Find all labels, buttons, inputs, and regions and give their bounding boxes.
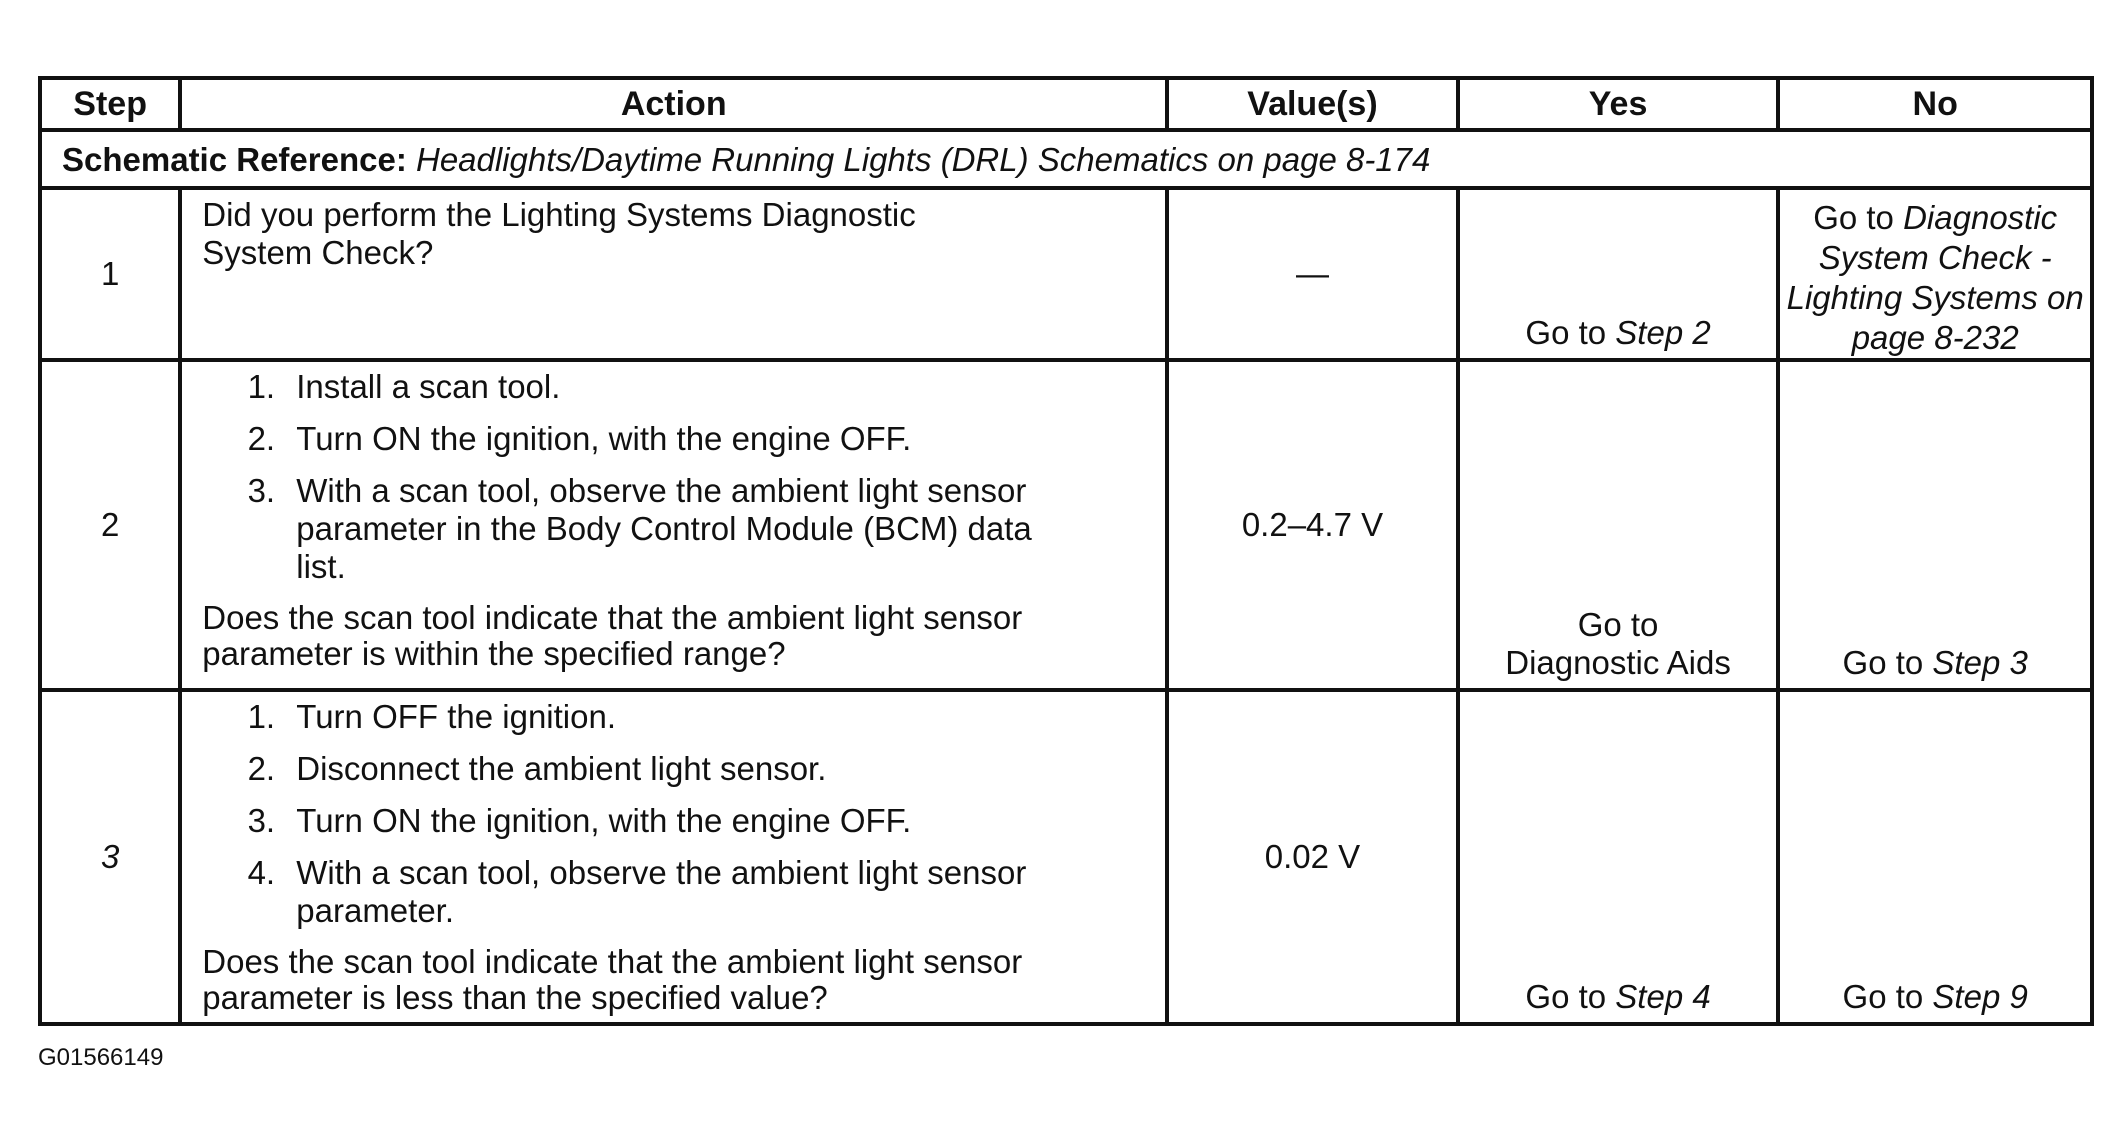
action-item: 3. Turn ON the ignition, with the engine OFF.	[284, 802, 1145, 840]
action-list	[202, 698, 1145, 930]
action-question: Does the scan tool indicate that the ambient light sensor parameter is within the specified range?	[202, 599, 1023, 672]
value-cell: 0.02 V	[1167, 690, 1458, 1024]
action-item: 4. With a scan tool, observe the ambient light sensor parameter.	[284, 854, 1145, 930]
step-row-3	[40, 690, 2092, 1024]
header-values: Value(s)	[1167, 78, 1458, 130]
no-cell	[1778, 188, 2092, 360]
diagnostic-table	[38, 76, 2094, 1026]
yes-link[interactable]: Step 4	[1615, 978, 1711, 1015]
step-number: 2	[40, 360, 180, 690]
action-item: 2. Disconnect the ambient light sensor.	[284, 750, 1145, 788]
no-cell	[1778, 360, 2092, 690]
step-number: 3	[40, 690, 180, 1024]
value-cell: —	[1167, 188, 1458, 360]
yes-cell	[1458, 360, 1779, 690]
no-prefix: Go to	[1842, 644, 1933, 681]
value-cell: 0.2–4.7 V	[1167, 360, 1458, 690]
yes-prefix: Go to	[1525, 978, 1616, 1015]
yes-cell	[1458, 188, 1779, 360]
action-text: Did you perform the Lighting Systems Diagnostic System Check?	[180, 188, 1167, 360]
action-item: 3. With a scan tool, observe the ambient light sensor parameter in the Body Control Module (BCM) data list.	[284, 472, 1145, 586]
yes-line-1: Go to	[1577, 606, 1659, 643]
header-no: No	[1778, 78, 2092, 130]
step-row-1	[40, 188, 2092, 360]
action-item: 1. Install a scan tool.	[284, 368, 1145, 406]
schematic-reference	[40, 130, 2092, 188]
no-cell	[1778, 690, 2092, 1024]
yes-link[interactable]: Diagnostic Aids	[1505, 644, 1731, 681]
action-cell	[180, 690, 1167, 1024]
yes-link[interactable]: Step 2	[1615, 314, 1711, 351]
step-number: 1	[40, 188, 180, 360]
header-yes: Yes	[1458, 78, 1779, 130]
yes-prefix: Go to	[1525, 314, 1616, 351]
action-list	[202, 368, 1145, 586]
no-prefix: Go to	[1813, 199, 1904, 236]
action-item: 1. Turn OFF the ignition.	[284, 698, 1145, 736]
header-step: Step	[40, 78, 180, 130]
header-row	[40, 78, 2092, 130]
no-link[interactable]: Step 9	[1932, 978, 2028, 1015]
figure-id: G01566149	[38, 1044, 164, 1071]
no-link[interactable]: Diagnostic System Check - Lighting Systems on page 8-232	[1786, 199, 2084, 356]
yes-cell	[1458, 690, 1779, 1024]
no-link[interactable]: Step 3	[1932, 644, 2028, 681]
action-cell	[180, 360, 1167, 690]
no-prefix: Go to	[1842, 978, 1933, 1015]
schematic-label: Schematic Reference:	[62, 141, 407, 178]
header-action: Action	[180, 78, 1167, 130]
schematic-row	[40, 130, 2092, 188]
step-row-2	[40, 360, 2092, 690]
action-item: 2. Turn ON the ignition, with the engine OFF.	[284, 420, 1145, 458]
schematic-link[interactable]: Headlights/Daytime Running Lights (DRL) Schematics on page 8-174	[416, 141, 1431, 178]
action-question: Does the scan tool indicate that the ambient light sensor parameter is less than the specified value?	[202, 943, 1023, 1016]
